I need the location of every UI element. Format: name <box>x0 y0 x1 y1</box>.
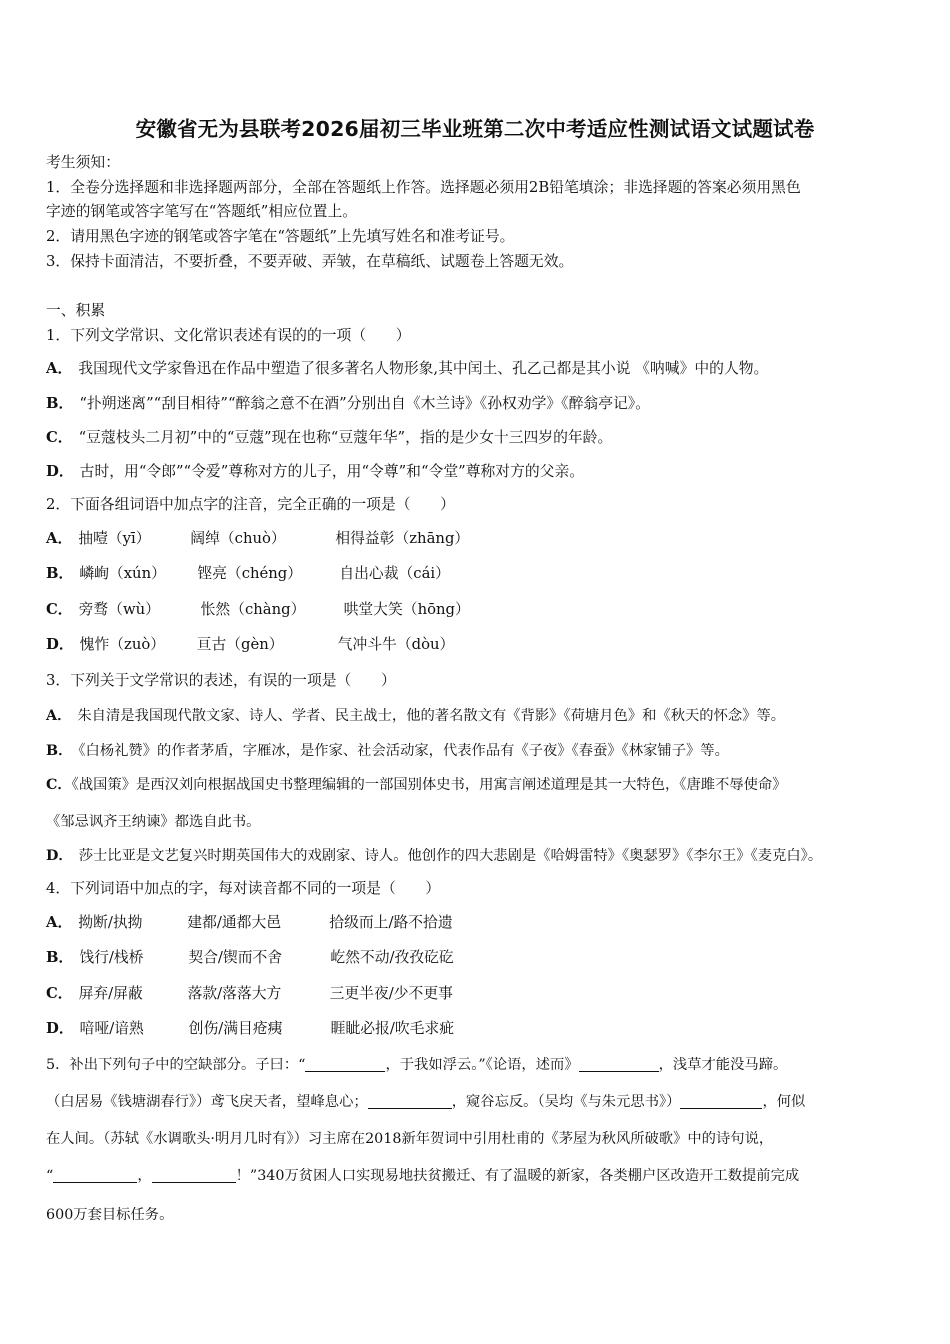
answer-blank-1[interactable] <box>305 1055 385 1072</box>
question-3-option-d: D． 莎士比亚是文艺复兴时期英国伟大的戏剧家、诗人。他创作的四大悲剧是《哈姆雷特》《奥瑟罗》《李尔王》《麦克白》。 <box>46 848 823 864</box>
answer-blank-4[interactable] <box>680 1092 762 1109</box>
question-1-option-b: B． “扑朔迷离”“刮目相待”“醉翁之意不在酒”分别出自《木兰诗》《孙权劝学》《醉翁亭记》。 <box>46 395 650 412</box>
section-heading: 一、积累 <box>46 302 106 319</box>
question-5-line-1: 5．补出下列句子中的空缺部分。子曰：“ ，于我如浮云。”《论语，述而》 ，浅草才能没马蹄。 <box>46 1057 788 1073</box>
answer-blank-5[interactable] <box>53 1166 137 1183</box>
answer-blank-3[interactable] <box>368 1092 452 1109</box>
question-2-option-d: D． 愧怍（zuò） 亘古（gèn） 气冲斗牛（dòu） <box>46 636 455 653</box>
notice-item-1-cont: 字迹的钢笔或答字笔写在“答题纸”相应位置上。 <box>46 203 358 220</box>
question-1-option-d: D． 古时，用“令郎”“令爱”尊称对方的儿子，用“令尊”和“令堂”尊称对方的父亲。 <box>46 463 585 480</box>
question-3-option-b: B． 《白杨礼赞》的作者茅盾，字雁冰，是作家、社会活动家，代表作品有《子夜》《春蚕》《林家铺子》等。 <box>46 743 729 759</box>
notice-heading: 考生须知： <box>46 154 120 171</box>
question-2-option-a: A． 抽噎（yī） 阔绰（chuò） 相得益彰（zhāng） <box>46 530 470 547</box>
answer-blank-6[interactable] <box>152 1166 236 1183</box>
page-title: 安徽省无为县联考2026届初三毕业班第二次中考适应性测试语文试题试卷 <box>135 117 815 141</box>
notice-item-3: 3．保持卡面清洁，不要折叠，不要弄破、弄皱，在草稿纸、试题卷上答题无效。 <box>46 253 574 270</box>
question-5-line-2: （白居易《钱塘湖春行》）鸢飞戾天者，望峰息心； ，窥谷忘反。（吴均《与朱元思书》） ，何似 <box>46 1094 806 1110</box>
question-4-option-b: B． 饯行/栈桥 契合/锲而不舍 屹然不动/孜孜矻矻 <box>46 949 454 966</box>
question-2-option-b: B． 嶙峋（xún） 铿亮（chéng） 自出心裁（cái） <box>46 565 450 582</box>
question-3-option-c: C．《战国策》是西汉刘向根据战国史书整理编辑的一部国别体史书，用寓言阐述道理是其一大特色，《唐雎不辱使命》 <box>46 777 787 793</box>
answer-blank-2[interactable] <box>579 1055 659 1072</box>
question-4-option-d: D． 喑哑/谙熟 创伤/满目疮痍 睚眦必报/吹毛求疵 <box>46 1020 455 1037</box>
question-3-stem: 3．下列关于文学常识的表述，有误的一项是（ ） <box>46 672 396 689</box>
question-3-option-a: A． 朱自清是我国现代散文家、诗人、学者、民主战士，他的著名散文有《背影》《荷塘月色》和《秋天的怀念》等。 <box>46 708 786 724</box>
question-1-option-c: C． “豆蔻枝头二月初”中的“豆蔻”现在也称“豆蔻年华”，指的是少女十三四岁的年龄。 <box>46 429 613 446</box>
question-1-stem: 1．下列文学常识、文化常识表述有误的的一项（ ） <box>46 327 411 344</box>
question-5-line-5: 600万套目标任务。 <box>46 1207 174 1223</box>
question-5-line-4: “ ， ！”340万贫困人口实现易地扶贫搬迁、有了温暖的新家，各类棚户区改造开工数提前完成 <box>46 1168 800 1184</box>
question-1-option-a: A． 我国现代文学家鲁迅在作品中塑造了很多著名人物形象,其中闰土、孔乙己都是其小说 《呐喊》中的人物。 <box>46 360 769 377</box>
question-2-option-c: C． 旁骛（wù） 怅然（chàng） 哄堂大笑（hōng） <box>46 601 470 618</box>
question-4-option-c: C． 屏弃/屏蔽 落款/落落大方 三更半夜/少不更事 <box>46 985 453 1002</box>
notice-item-2: 2．请用黑色字迹的钢笔或答字笔在“答题纸”上先填写姓名和准考证号。 <box>46 228 515 245</box>
question-5-line-3: 在人间。（苏轼《水调歌头·明月几时有》）习主席在2018新年贺词中引用杜甫的《茅屋为秋风所破歌》中的诗句说， <box>46 1131 774 1147</box>
question-4-stem: 4．下列词语中加点的字，每对读音都不同的一项是（ ） <box>46 880 441 897</box>
notice-item-1: 1．全卷分选择题和非选择题两部分，全部在答题纸上作答。选择题必须用2B铅笔填涂；非选择题的答案必须用黑色 <box>46 179 801 196</box>
question-4-option-a: A． 拗断/执拗 建都/通都大邑 拾级而上/路不拾遗 <box>46 914 453 931</box>
question-3-option-c-cont: 《邹忌讽齐王纳谏》都选自此书。 <box>46 814 261 830</box>
question-2-stem: 2．下面各组词语中加点字的注音，完全正确的一项是（ ） <box>46 496 455 513</box>
